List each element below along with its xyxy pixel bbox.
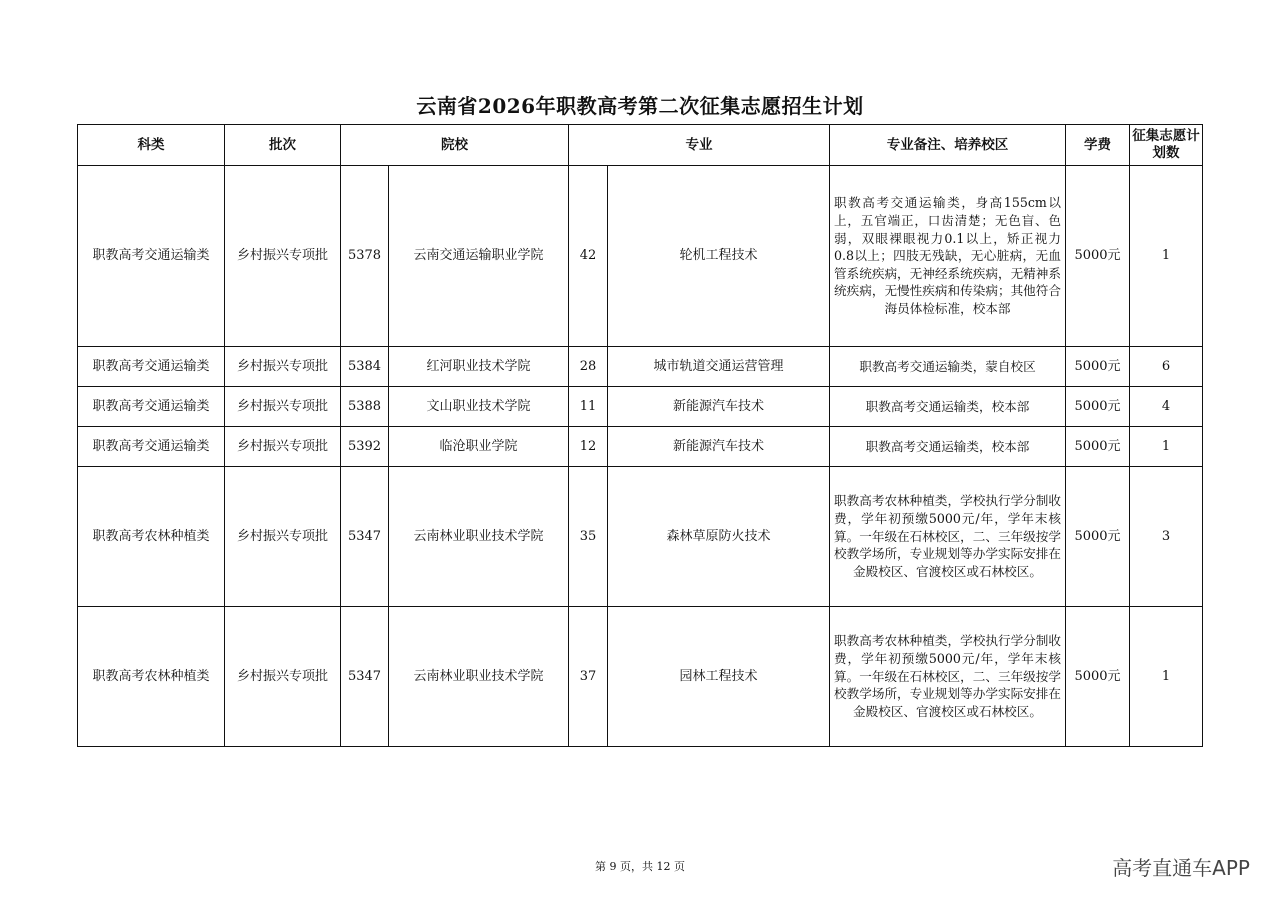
table-row [78, 607, 1203, 747]
cell-school-code: 5388 [341, 387, 389, 427]
cell-school: 临沧职业学院 [389, 427, 569, 467]
cell-category: 职教高考交通运输类 [78, 166, 225, 347]
cell-major-code: 42 [569, 166, 608, 347]
cell-school-code: 5392 [341, 427, 389, 467]
cell-school: 红河职业技术学院 [389, 347, 569, 387]
cell-major-code: 12 [569, 427, 608, 467]
table-row [78, 427, 1203, 467]
cell-category: 职教高考农林种植类 [78, 607, 225, 747]
cell-tuition: 5000元 [1066, 347, 1130, 387]
cell-major-code: 11 [569, 387, 608, 427]
cell-tuition: 5000元 [1066, 166, 1130, 347]
document-title: 云南省2026年职教高考第二次征集志愿招生计划 [416, 94, 864, 118]
cell-batch: 乡村振兴专项批 [225, 387, 341, 427]
cell-tuition: 5000元 [1066, 427, 1130, 467]
cell-major: 园林工程技术 [608, 607, 830, 747]
cell-category: 职教高考交通运输类 [78, 427, 225, 467]
cell-major-code: 28 [569, 347, 608, 387]
cell-major-code: 35 [569, 467, 608, 607]
header-batch: 批次 [225, 125, 341, 166]
cell-tuition: 5000元 [1066, 467, 1130, 607]
header-tuition: 学费 [1066, 125, 1130, 166]
cell-category: 职教高考交通运输类 [78, 387, 225, 427]
cell-note: 职教高考交通运输类，校本部 [830, 387, 1066, 427]
cell-note: 职教高考交通运输类，身高155cm以上，五官端正，口齿清楚；无色盲、色弱，双眼裸眼视力0.1以上，矫正视力0.8以上；四肢无残缺，无心脏病，无血管系统疾病，无神经系统疾病，无精神系统疾病，无慢性疾病和传染病；其他符合海员体检标准，校本部 [830, 166, 1066, 347]
cell-school: 云南交通运输职业学院 [389, 166, 569, 347]
table-row [78, 467, 1203, 607]
cell-major: 森林草原防火技术 [608, 467, 830, 607]
cell-batch: 乡村振兴专项批 [225, 607, 341, 747]
header-category: 科类 [78, 125, 225, 166]
header-plan-label: 征集志愿计划数 [1132, 128, 1200, 161]
watermark-text: 高考直通车APP [1112, 856, 1250, 880]
cell-school-code: 5378 [341, 166, 389, 347]
header-plan [1130, 125, 1203, 166]
cell-category: 职教高考农林种植类 [78, 467, 225, 607]
cell-note: 职教高考交通运输类，蒙自校区 [830, 347, 1066, 387]
cell-school: 云南林业职业技术学院 [389, 467, 569, 607]
cell-school-code: 5384 [341, 347, 389, 387]
cell-tuition: 5000元 [1066, 387, 1130, 427]
cell-batch: 乡村振兴专项批 [225, 166, 341, 347]
admission-plan-table [77, 124, 1203, 747]
cell-school-code: 5347 [341, 467, 389, 607]
cell-batch: 乡村振兴专项批 [225, 347, 341, 387]
cell-plan: 1 [1130, 166, 1203, 347]
cell-major-code: 37 [569, 607, 608, 747]
cell-note: 职教高考农林种植类，学校执行学分制收费，学年初预缴5000元/年，学年末核算。一年级在石林校区，二、三年级按学校教学场所，专业规划等办学实际安排在金殿校区、官渡校区或石林校区。 [830, 607, 1066, 747]
cell-plan: 1 [1130, 607, 1203, 747]
header-major: 专业 [569, 125, 830, 166]
cell-major: 新能源汽车技术 [608, 427, 830, 467]
cell-batch: 乡村振兴专项批 [225, 467, 341, 607]
cell-major: 城市轨道交通运营管理 [608, 347, 830, 387]
cell-category: 职教高考交通运输类 [78, 347, 225, 387]
header-note: 专业备注、培养校区 [830, 125, 1066, 166]
cell-plan: 4 [1130, 387, 1203, 427]
cell-major: 轮机工程技术 [608, 166, 830, 347]
cell-school: 文山职业技术学院 [389, 387, 569, 427]
cell-note: 职教高考交通运输类，校本部 [830, 427, 1066, 467]
header-school: 院校 [341, 125, 569, 166]
cell-note: 职教高考农林种植类，学校执行学分制收费，学年初预缴5000元/年，学年末核算。一年级在石林校区，二、三年级按学校教学场所，专业规划等办学实际安排在金殿校区、官渡校区或石林校区。 [830, 467, 1066, 607]
table-row [78, 347, 1203, 387]
page-number: 第 9 页，共 12 页 [595, 860, 685, 873]
cell-batch: 乡村振兴专项批 [225, 427, 341, 467]
table-header-row [78, 125, 1203, 166]
table-row [78, 387, 1203, 427]
cell-plan: 6 [1130, 347, 1203, 387]
cell-plan: 3 [1130, 467, 1203, 607]
table-row [78, 166, 1203, 347]
cell-school-code: 5347 [341, 607, 389, 747]
cell-major: 新能源汽车技术 [608, 387, 830, 427]
cell-tuition: 5000元 [1066, 607, 1130, 747]
cell-school: 云南林业职业技术学院 [389, 607, 569, 747]
cell-plan: 1 [1130, 427, 1203, 467]
